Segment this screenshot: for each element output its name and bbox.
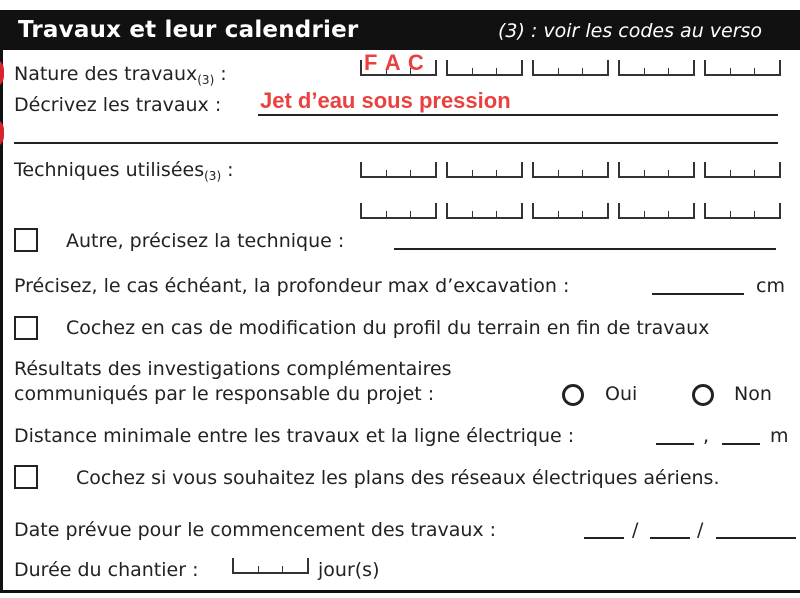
distance-meters-line[interactable] bbox=[656, 443, 694, 445]
distance-unit: m bbox=[770, 425, 789, 447]
modification-label: Cochez en cas de modification du profil du terrain en fin de travaux bbox=[66, 317, 710, 339]
technique-code-field[interactable] bbox=[618, 203, 695, 219]
description-label: Décrivez les travaux : bbox=[14, 94, 222, 116]
oui-radio[interactable] bbox=[562, 384, 584, 406]
date-label: Date prévue pour le commencement des travaux : bbox=[14, 519, 497, 541]
autre-label: Autre, précisez la technique : bbox=[66, 230, 345, 252]
technique-code-field[interactable] bbox=[360, 162, 437, 178]
section-title: Travaux et leur calendrier bbox=[18, 17, 359, 43]
description-line-2[interactable] bbox=[14, 142, 778, 144]
non-label: Non bbox=[734, 383, 772, 405]
description-line-1[interactable] bbox=[258, 114, 778, 116]
profondeur-unit: cm bbox=[756, 275, 785, 297]
technique-code-field[interactable] bbox=[360, 203, 437, 219]
technique-code-field[interactable] bbox=[704, 203, 781, 219]
description-value: Jet d’eau sous pression bbox=[260, 88, 511, 113]
distance-decimals-line[interactable] bbox=[722, 443, 760, 445]
nature-code-field-3[interactable] bbox=[532, 60, 609, 76]
technique-code-field[interactable] bbox=[532, 203, 609, 219]
technique-code-field[interactable] bbox=[532, 162, 609, 178]
date-separator-1: / bbox=[632, 519, 639, 541]
nature-label: Nature des travaux$_{(3)}$ : bbox=[14, 63, 227, 87]
nature-code-field-2[interactable] bbox=[446, 60, 523, 76]
autre-technique-line[interactable] bbox=[394, 248, 776, 250]
plans-checkbox[interactable] bbox=[14, 465, 38, 489]
non-radio[interactable] bbox=[692, 384, 714, 406]
duree-unit: jour(s) bbox=[318, 559, 380, 581]
modification-checkbox[interactable] bbox=[14, 316, 38, 340]
technique-code-field[interactable] bbox=[618, 162, 695, 178]
duree-label: Durée du chantier : bbox=[14, 559, 199, 581]
resultats-label-line1: Résultats des investigations complémentaires bbox=[14, 358, 452, 380]
oui-label: Oui bbox=[605, 383, 638, 405]
duree-days-field[interactable] bbox=[232, 558, 309, 574]
plans-label: Cochez si vous souhaitez les plans des réseaux électriques aériens. bbox=[76, 467, 720, 489]
techniques-label: Techniques utilisées$_{(3)}$ : bbox=[14, 159, 234, 183]
nature-code-field-4[interactable] bbox=[618, 60, 695, 76]
profondeur-input-line[interactable] bbox=[652, 293, 744, 295]
date-month-line[interactable] bbox=[650, 537, 690, 539]
date-day-line[interactable] bbox=[584, 537, 624, 539]
technique-code-field[interactable] bbox=[446, 162, 523, 178]
technique-code-field[interactable] bbox=[446, 203, 523, 219]
date-separator-2: / bbox=[697, 519, 704, 541]
distance-separator: , bbox=[703, 425, 710, 447]
technique-code-field[interactable] bbox=[704, 162, 781, 178]
profondeur-label: Précisez, le cas échéant, la profondeur max d’excavation : bbox=[14, 275, 570, 297]
resultats-label-line2: communiqués par le responsable du projet : bbox=[14, 383, 435, 405]
frame-bottom-border bbox=[0, 590, 800, 593]
nature-code-field-5[interactable] bbox=[704, 60, 781, 76]
autre-checkbox[interactable] bbox=[14, 228, 38, 252]
codes-note: (3) : voir les codes au verso bbox=[498, 20, 763, 42]
nature-code-value: F A C bbox=[364, 50, 425, 75]
section-header bbox=[0, 10, 800, 50]
distance-label: Distance minimale entre les travaux et la ligne électrique : bbox=[14, 425, 575, 447]
date-year-line[interactable] bbox=[716, 537, 796, 539]
